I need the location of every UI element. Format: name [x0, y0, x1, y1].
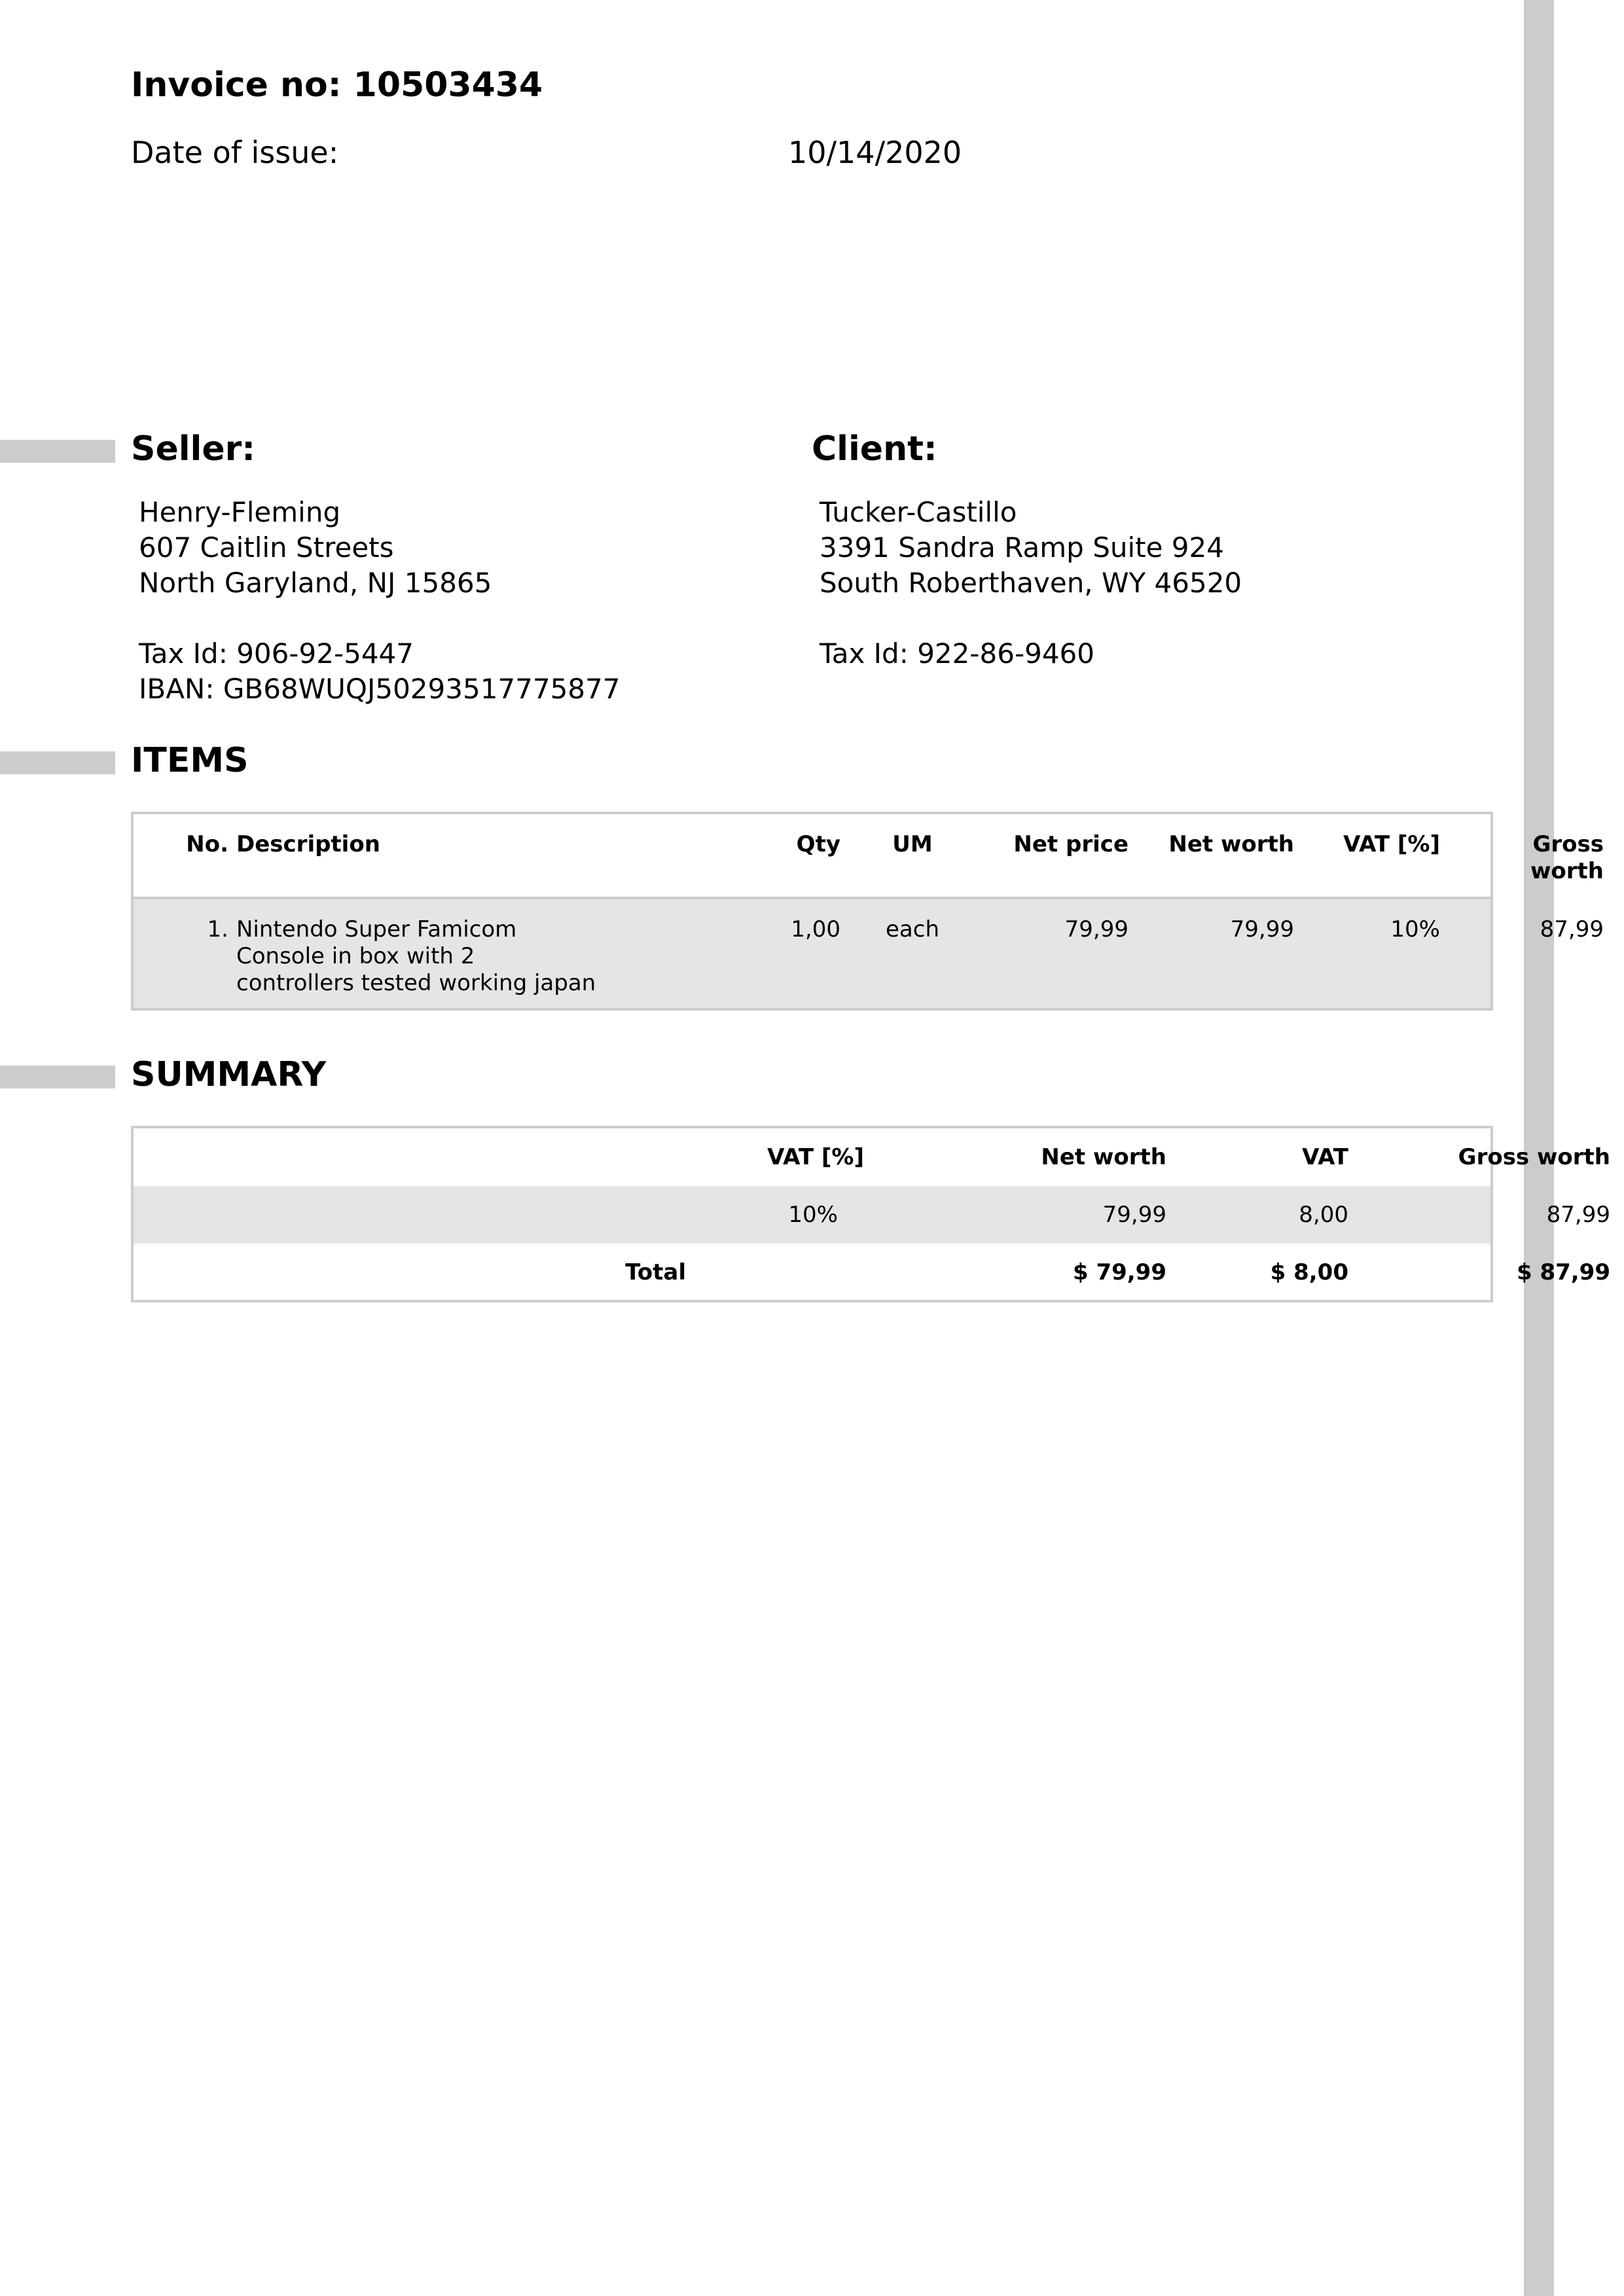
client-name: Tucker-Castillo [820, 496, 1017, 528]
summary-total-net-worth: $ 79,99 [1072, 1259, 1166, 1285]
item-gross-worth: 87,99 [1540, 916, 1604, 942]
item-qty: 1,00 [791, 916, 840, 942]
seller-section-marker [0, 440, 115, 463]
col-gross-worth-header-line1: Gross [1532, 831, 1604, 857]
summary-col-net-worth-header: Net worth [1041, 1144, 1166, 1170]
summary-net-worth: 79,99 [1102, 1202, 1166, 1228]
summary-col-vat-header: VAT [1302, 1144, 1348, 1170]
seller-iban: IBAN: GB68WUQJ50293517775877 [139, 673, 621, 705]
item-description [236, 916, 629, 997]
col-no-header: No. [186, 831, 228, 857]
col-gross-worth-header-line2: worth [1530, 858, 1604, 884]
col-um-header: UM [892, 831, 933, 857]
seller-tax-id: Tax Id: 906-92-5447 [139, 637, 414, 670]
date-of-issue-label: Date of issue: [131, 135, 339, 170]
col-net-price-header: Net price [1013, 831, 1128, 857]
summary-vat: 8,00 [1299, 1202, 1348, 1228]
col-vat-header: VAT [%] [1343, 831, 1440, 857]
table-row [134, 899, 1604, 1008]
summary-col-gross-worth-header: Gross worth [1458, 1144, 1610, 1170]
summary-table-header [134, 1128, 1610, 1186]
item-net-price: 79,99 [1064, 916, 1128, 942]
summary-heading: SUMMARY [131, 1055, 327, 1094]
item-net-worth: 79,99 [1230, 916, 1294, 942]
col-gross-worth-header [1351, 831, 1604, 885]
summary-total-label: Total [625, 1259, 686, 1285]
invoice-title: Invoice no: 10503434 [131, 65, 543, 105]
table-row [134, 1186, 1610, 1244]
seller-address-line2: North Garyland, NJ 15865 [139, 567, 492, 599]
seller-heading: Seller: [131, 429, 256, 469]
summary-col-vat-rate-header: VAT [%] [767, 1144, 864, 1170]
items-heading: ITEMS [131, 741, 249, 780]
col-net-worth-header: Net worth [1168, 831, 1294, 857]
client-address-line2: South Roberthaven, WY 46520 [820, 567, 1242, 599]
item-description-line2: Console in box with 2 [236, 943, 475, 969]
col-qty-header: Qty [796, 831, 840, 857]
summary-total-row [134, 1244, 1610, 1301]
item-um: each [886, 916, 939, 942]
client-details [820, 495, 1242, 672]
item-description-line1: Nintendo Super Famicom [236, 916, 517, 942]
item-description-line3: controllers tested working japan [236, 970, 596, 996]
summary-total-gross-worth: $ 87,99 [1516, 1259, 1610, 1285]
summary-gross-worth: 87,99 [1546, 1202, 1610, 1228]
seller-details [139, 495, 620, 707]
date-of-issue-value: 10/14/2020 [788, 135, 962, 170]
items-table [131, 812, 1604, 1011]
items-table-header [134, 814, 1604, 899]
item-vat: 10% [1390, 916, 1440, 942]
summary-total-vat: $ 8,00 [1270, 1259, 1348, 1285]
seller-address-line1: 607 Caitlin Streets [139, 531, 394, 564]
item-no: 1. [207, 916, 228, 942]
summary-table [131, 1126, 1610, 1302]
client-address-line1: 3391 Sandra Ramp Suite 924 [820, 531, 1224, 564]
col-description-header: Description [236, 831, 380, 857]
seller-name: Henry-Fleming [139, 496, 341, 528]
client-tax-id: Tax Id: 922-86-9460 [820, 637, 1094, 670]
summary-vat-rate: 10% [788, 1202, 838, 1228]
summary-section-marker [0, 1066, 115, 1088]
client-heading: Client: [812, 429, 937, 469]
items-section-marker [0, 751, 115, 774]
